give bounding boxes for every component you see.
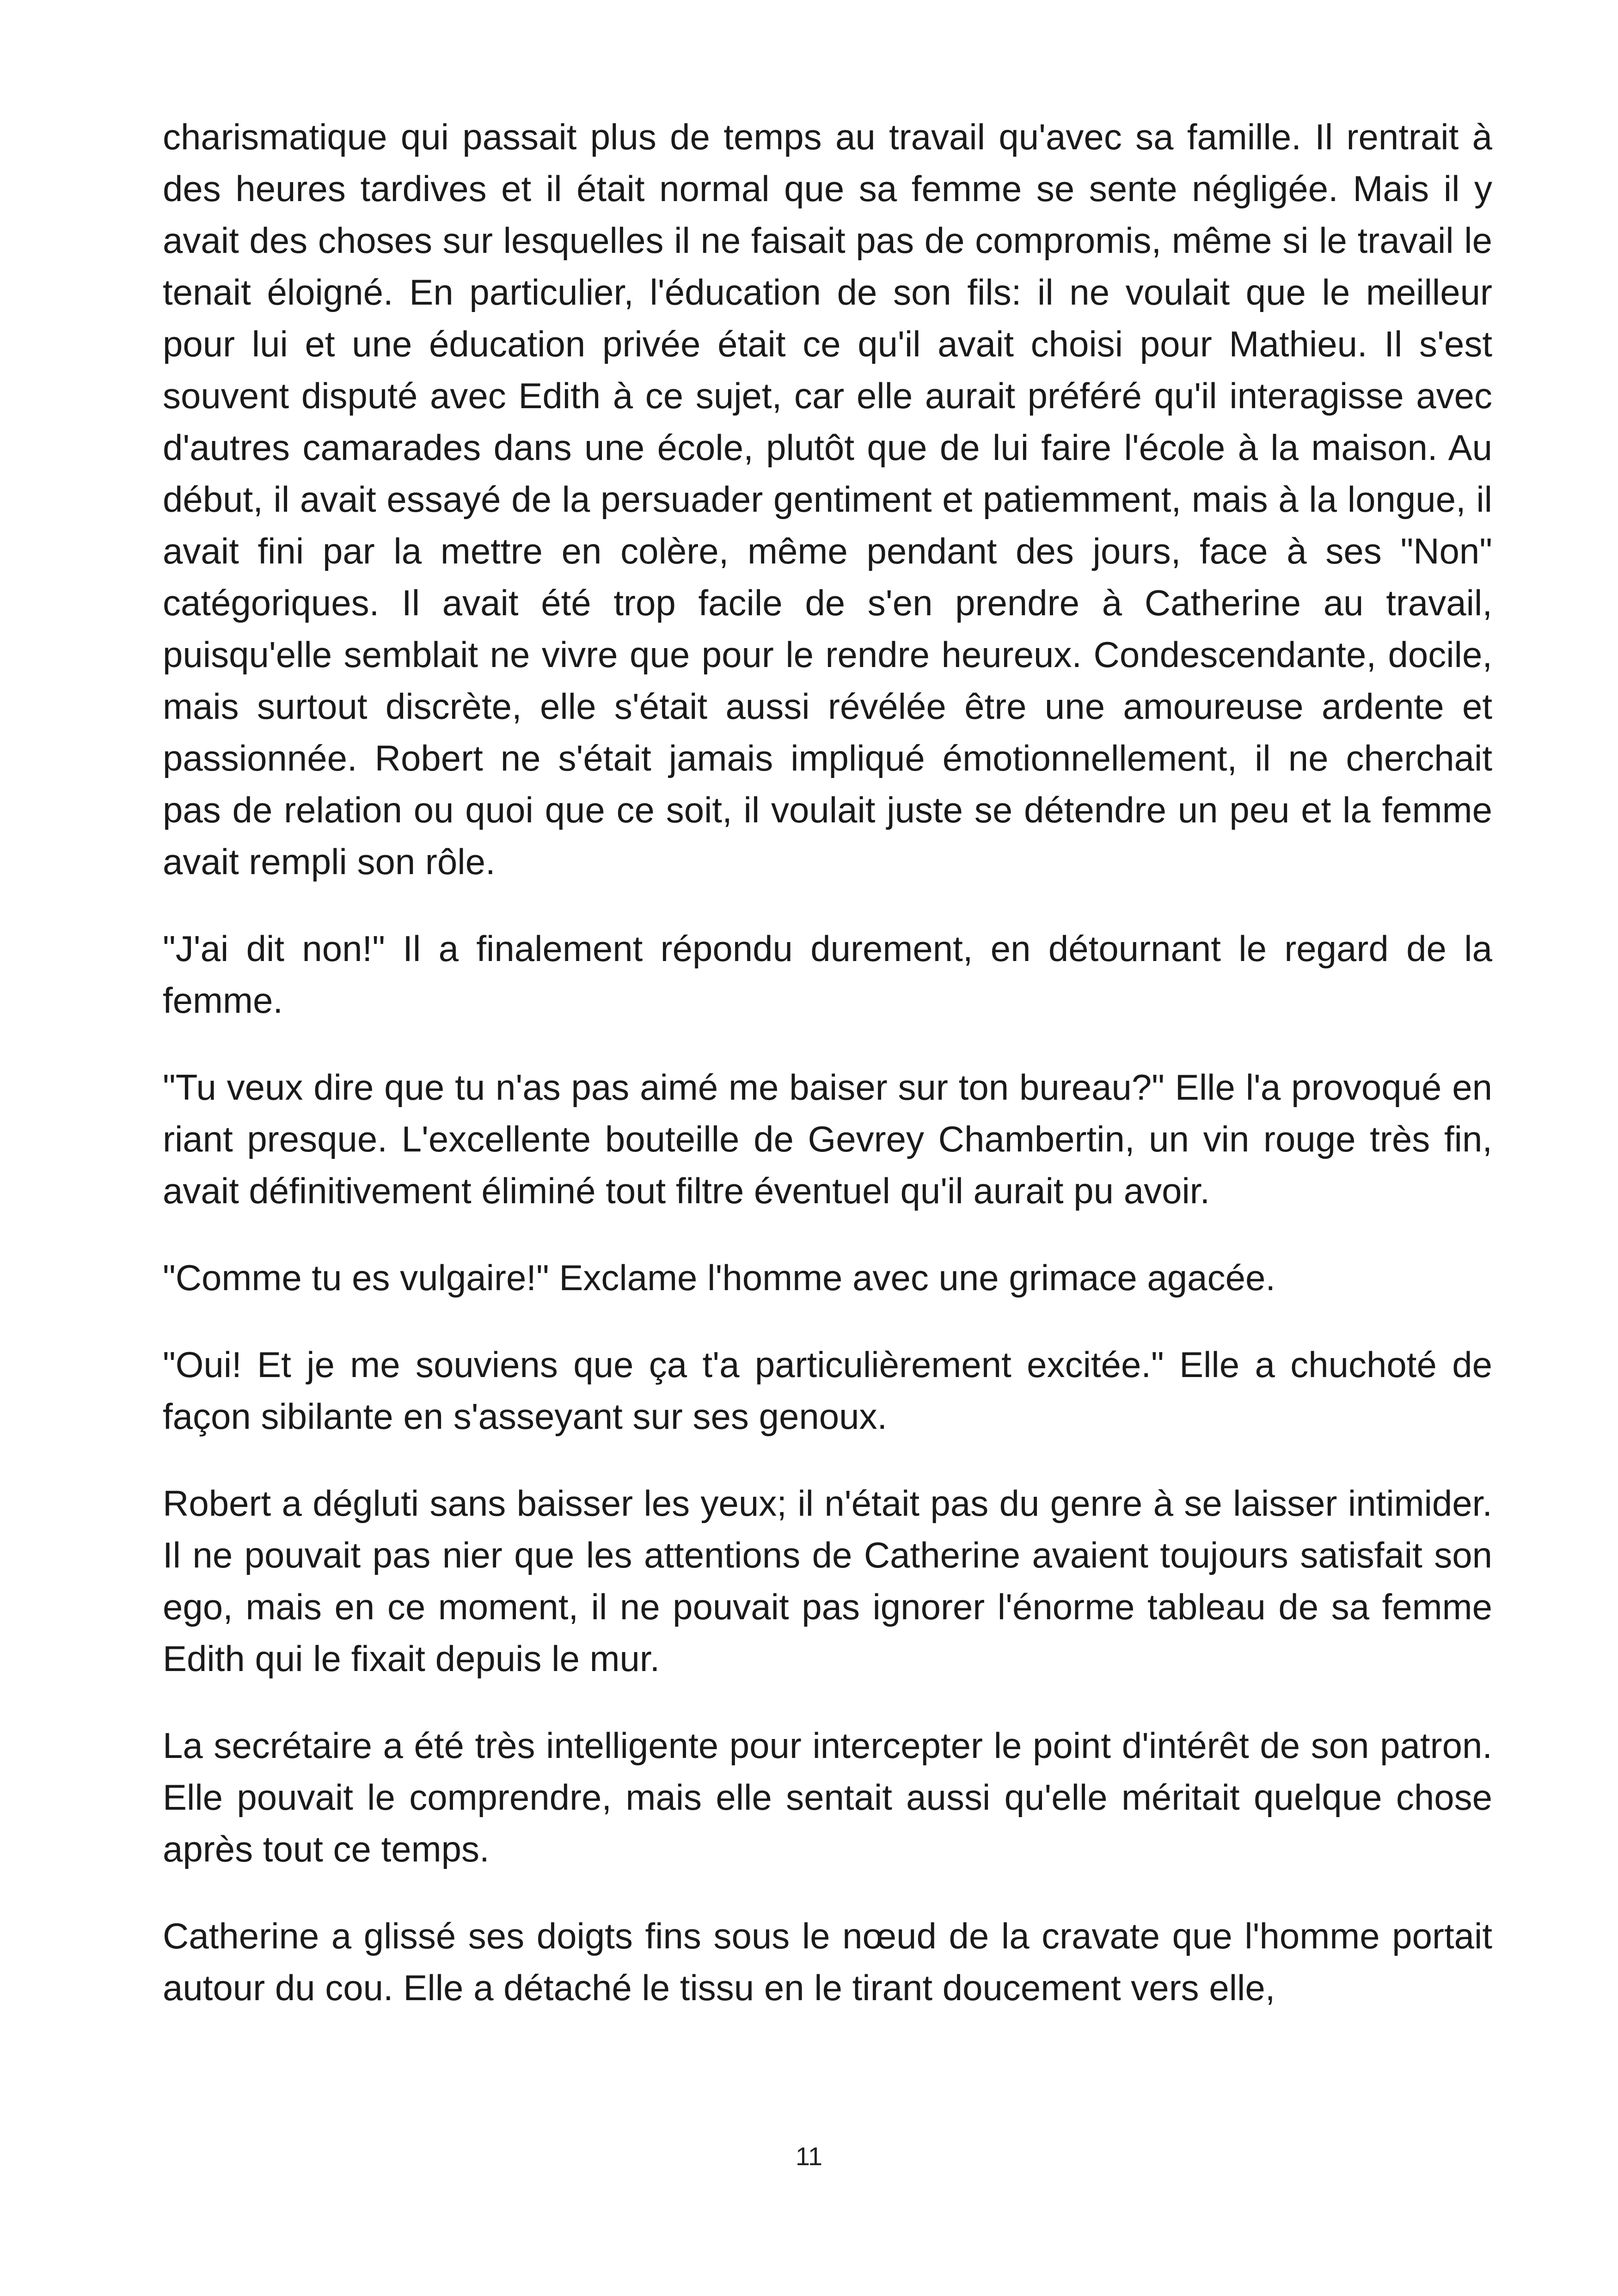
- paragraph: "Tu veux dire que tu n'as pas aimé me baiser sur ton bureau?" Elle l'a provoqué en riant presque. L'excellente bouteille de Gevrey Chambertin, un vin rouge très fin, avait définitivement éliminé tout filtre éventuel qu'il aurait pu avoir.: [163, 1067, 1492, 1211]
- paragraph: Catherine a glissé ses doigts fins sous le nœud de la cravate que l'homme portait autour du cou. Elle a détaché le tissu en le tirant doucement vers elle,: [163, 1916, 1492, 2008]
- paragraph: Robert a dégluti sans baisser les yeux; il n'était pas du genre à se laisser intimider. Il ne pouvait pas nier que les attentions de Catherine avaient toujours satisfait son ego, mais en ce moment, il ne pouvait pas ignorer l'énorme tableau de sa femme Edith qui le fixait depuis le mur.: [163, 1483, 1492, 1679]
- paragraph: "Oui! Et je me souviens que ça t'a particulièrement excitée." Elle a chuchoté de façon sibilante en s'asseyant sur ses genoux.: [163, 1344, 1492, 1437]
- paragraph: "Comme tu es vulgaire!" Exclame l'homme avec une grimace agacée.: [163, 1257, 1275, 1298]
- paragraph: charismatique qui passait plus de temps au travail qu'avec sa famille. Il rentrait à des heures tardives et il était normal que sa femme se sente négligée. Mais il y avait des choses sur lesquelles il ne faisait pas de compromis, même si le travail le tenait éloigné. En particulier, l'éducation de son fils: il ne voulait que le meilleur pour lui et une éducation privée était ce qu'il avait choisi pour Mathieu. Il s'est souvent disputé avec Edith à ce sujet, car elle aurait préféré qu'il interagisse avec d'autres camarades dans une école, plutôt que de lui faire l'école à la maison. Au début, il avait essayé de la persuader gentiment et patiemment, mais à la longue, il avait fini par la mettre en colère, même pendant des jours, face à ses "Non" catégoriques. Il avait été trop facile de s'en prendre à Catherine au travail, puisqu'elle semblait ne vivre que pour le rendre heureux. Condescendante, docile, mais surtout discrète, elle s'était aussi révélée être une amoureuse ardente et passionnée. Robert ne s'était jamais impliqué émotionnellement, il ne cherchait pas de relation ou quoi que ce soit, il voulait juste se détendre un peu et la femme avait rempli son rôle.: [163, 116, 1492, 882]
- page-number: 11: [795, 2142, 823, 2171]
- page-body: [163, 111, 1492, 2049]
- paragraph: La secrétaire a été très intelligente pour intercepter le point d'intérêt de son patron. Elle pouvait le comprendre, mais elle sentait aussi qu'elle méritait quelque chose après tout ce temps.: [163, 1725, 1492, 1869]
- paragraph: "J'ai dit non!" Il a finalement répondu durement, en détournant le regard de la femme.: [163, 928, 1492, 1021]
